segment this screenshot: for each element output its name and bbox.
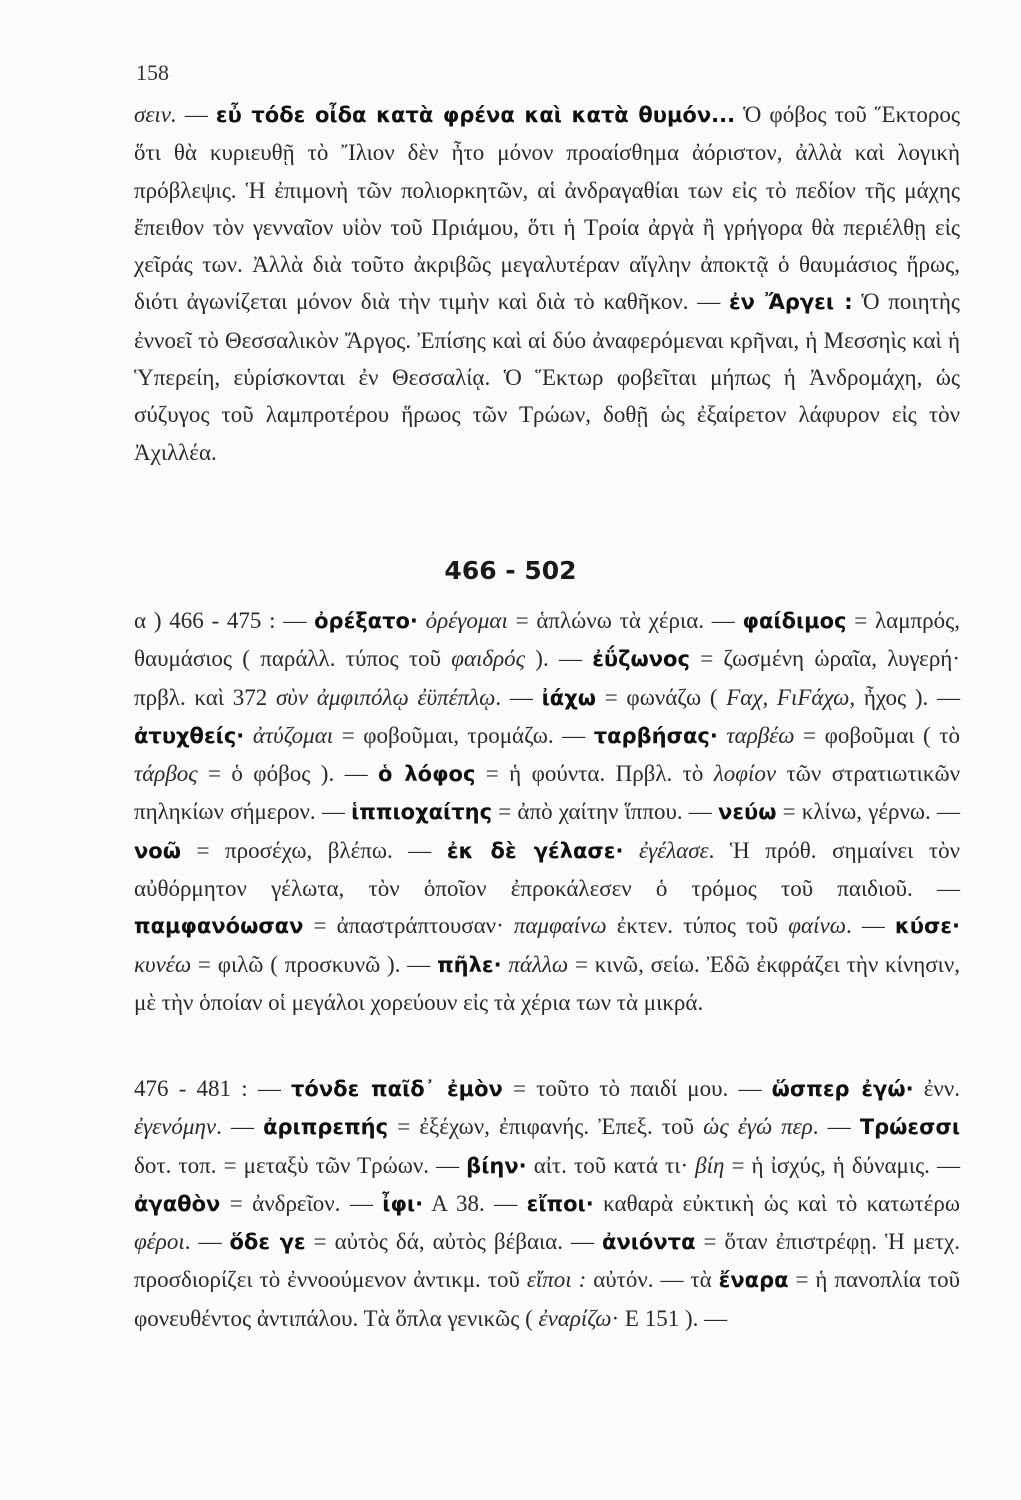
italic-text: ἐναρίζω [538,1305,612,1331]
commentary-paragraph-3 [134,1070,960,1337]
lemma-term: εἴποι· [526,1191,594,1216]
italic-text: τάρβος [134,761,198,787]
lemma-term: ὥσπερ ἐγώ· [771,1077,914,1101]
text-run: = ζωσμένη ὡραῖα, λυγερή· πρβλ. καὶ 372 [134,646,960,710]
lemma-term: παμφανόωσαν [134,914,304,939]
text-run: Α 38. — [423,1190,527,1216]
italic-text: φαιδρός [451,646,526,672]
italic-text: λοφίον [713,761,777,787]
text-run: = τοῦτο τὸ παιδί μου. — [502,1076,772,1101]
text-run [418,608,426,633]
lemma-term: ὁ λόφος [378,762,476,787]
text-run: = ἐξέχων, ἐπιφανής. Ἐπεξ. τοῦ [388,1114,704,1140]
text-run: ἐνν. [913,1076,960,1101]
lemma-term: ὀρέξατο· [314,609,418,633]
text-run: τῶν στρατιωτικῶν πηληκίων σήμερον. — [134,761,960,825]
italic-text: ὀρέγομαι [425,608,508,633]
text-run: = φιλῶ ( προσκυνῶ ). — [191,951,438,977]
italic-text: σὺν ἀμφιπόλῳ ἐϋπέπλῳ [275,684,496,710]
lemma-term: ταρβήσας· [593,723,718,748]
lemma-term: βίην· [466,1153,527,1178]
lemma-term: ἀγαθὸν [134,1191,221,1216]
lemma-term: ὅδε γε [229,1230,306,1255]
lemma-term: ἶφι· [382,1191,424,1216]
lemma-term: Τρώεσσι [859,1115,961,1140]
text-run: = ἀπαστράπτουσαν· [303,913,514,939]
italic-text: βίη [695,1152,725,1178]
italic-text: Fαχ, FιFάχω, [726,684,856,710]
italic-text: εἴποι : [526,1267,587,1293]
lemma-term: ἀτυχθείς· [134,723,245,748]
lemma-term: πῆλε· [437,952,502,977]
text-run: . — [845,913,895,939]
text-run [623,838,639,863]
text-run: α ) 466 - 475 : — [134,608,315,633]
text-run: . — [495,684,542,710]
text-run: καθαρὰ εὐκτικὴ ὡς καὶ τὸ κατωτέρω [593,1190,960,1216]
text-run: = ἀνδρεῖον. — [220,1190,383,1216]
text-run: = ἡ φούντα. Πρβλ. τὸ [475,761,714,787]
italic-text: σειν. [134,102,177,127]
italic-text: ὡς ἐγώ περ [703,1114,813,1140]
lemma-term: ἰάχω [541,685,597,710]
italic-text: ἐγενόμην [134,1114,217,1140]
lemma-term: ἀνιόντα [602,1230,696,1255]
lemma-term: ἱππιοχαίτης [351,800,493,825]
lemma-term: φαίδιμος [742,609,847,633]
text-run: = φοβοῦμαι ( τὸ [794,722,960,748]
text-run: = κινῶ, σείω. Ἐδῶ ἐκφράζει τὴν κίνησιν, μὲ τὴν ὁποίαν οἱ μεγάλοι χορεύουν εἰς τὰ χέρια των τὰ μικρά. [134,951,961,1015]
italic-text: παμφαίνω [513,913,607,939]
text-run: Ὁ ποιητὴς ἐννοεῖ τὸ Θεσσαλικὸν Ἄργος. Ἐπίσης καὶ αἱ δύο ἀναφερόμεναι κρῆναι, ἡ Μεσσηὶς καὶ ἡ Ὑπερείη, εὑρίσκονται ἐν Θεσσαλίᾳ. Ὁ Ἕκτωρ φοβεῖται μήπως ἡ Ἀνδρομάχη, ὡς σύζυγος τοῦ λαμπροτέρου ἥρωος τῶν Τρώων, δοθῇ ὡς ἐξαίρετον λάφυρον εἰς τὸν Ἀχιλλέα. [134,289,961,465]
text-run: = αὐτὸς δά, αὐτὸς βέβαια. — [305,1229,603,1255]
text-run: αὐτόν. — τὰ [586,1267,719,1293]
text-run: = ἀπὸ χαίτην ἵππου. — [492,799,719,825]
italic-text: ἀτύζομαι [252,722,334,748]
text-run: . — [812,1114,860,1140]
text-run: = φοβοῦμαι, τρομάζω. — [333,722,594,748]
italic-text: φαίνω [788,913,846,939]
text-run: · Ε 151 ). — [611,1305,728,1331]
lemma-term: ἐκ δὲ γέλασε· [446,838,624,863]
lemma-term: κύσε· [894,914,961,939]
text-run: αἰτ. τοῦ κατά τι· [526,1152,696,1178]
lemma-term: ἔναρα [718,1268,789,1293]
italic-text: πάλλω [508,951,569,977]
text-run: . — [184,1229,230,1255]
text-run: ἦχος ). — [855,684,961,710]
lemma-term: εὖ τόδε οἶδα κατὰ φρένα καὶ κατὰ θυμόν... [215,103,736,127]
text-run: ἐκτεν. τύπος τοῦ [606,913,789,939]
section-heading: 466 - 502 [444,556,577,585]
lemma-term: νοῶ [134,838,181,863]
text-run: = ὅταν ἐπιστρέφῃ. Ἡ μετχ. προσδιορίζει τὸ ἐννοούμενον ἀντικμ. τοῦ [134,1229,960,1293]
text-run: 476 - 481 : — [134,1076,292,1101]
text-run: = φωνάζω ( [596,684,727,710]
text-run: . Ἡ πρόθ. σημαίνει τὸν αὐθόρμητον γέλωτα, τὸν ὁποῖον ἐπροκάλεσεν ὁ τρόμος τοῦ παιδιοῦ. — [134,837,960,902]
text-run: Ὁ φόβος τοῦ Ἕκτορος ὅτι θὰ κυριευθῇ τὸ Ἴλιον δὲν ἦτο μόνον προαίσθημα ἀόριστον, ἀλλὰ καὶ λογικὴ πρόβλεψις. Ἡ ἐπιμονὴ τῶν πολιορκητῶν, αἱ ἀνδραγαθίαι των εἰς τὸ πεδίον τῆς μάχης ἔπειθον τὸν γενναῖον υἱὸν τοῦ Πριάμου, ὅτι ἡ Τροία ἀργὰ ἢ γρήγορα θὰ περιέλθῃ εἰς χεῖράς των. Ἀλλὰ διὰ τοῦτο ἀκριβῶς μεγαλυτέραν αἴγλην ἀποκτᾷ ὁ θαυμάσιος ἥρως, διότι ἀγωνίζεται μόνον διὰ τὴν τιμὴν καὶ διὰ τὸ καθῆκον. — [134,102,960,315]
italic-text: ἐγέλασε [639,837,709,863]
text-run: = ἁπλώνω τὰ χέρια. — [507,608,743,633]
text-run: = ἡ πανοπλία τοῦ φονευθέντος ἀντιπάλου. Τὰ ὅπλα γενικῶς ( [134,1267,961,1331]
text-run: = ἡ ἰσχύς, ἡ δύναμις. — [724,1152,960,1178]
page-number: 158 [136,60,169,85]
italic-text: κυνέω [134,951,192,977]
text-run: — [176,102,216,127]
italic-text: ταρβέω [726,722,795,748]
italic-text: φέροι [134,1229,185,1255]
lemma-term: ἐΰζωνος [592,647,690,672]
text-run: ). — [525,646,593,672]
text-run: = ὁ φόβος ). — [197,761,378,787]
text-run: = λαμπρός, θαυμάσιος ( παράλλ. τύπος τοῦ [134,608,960,672]
lemma-term: νεύω [718,800,777,825]
commentary-paragraph-1 [134,96,960,471]
lemma-term: ἀριπρεπής [263,1115,389,1140]
lemma-term: ἐν Ἄργει : [728,290,853,315]
text-run: δοτ. τοπ. = μεταξὺ τῶν Τρώων. — [134,1152,467,1178]
text-run: = κλίνω, γέρνω. — [776,799,961,825]
commentary-paragraph-2 [134,602,960,1021]
text-run [244,723,253,748]
text-run: = προσέχω, βλέπω. — [180,837,447,863]
text-run: . — [216,1114,264,1140]
lemma-term: τόνδε παῖδ᾽ ἐμὸν [291,1077,503,1101]
